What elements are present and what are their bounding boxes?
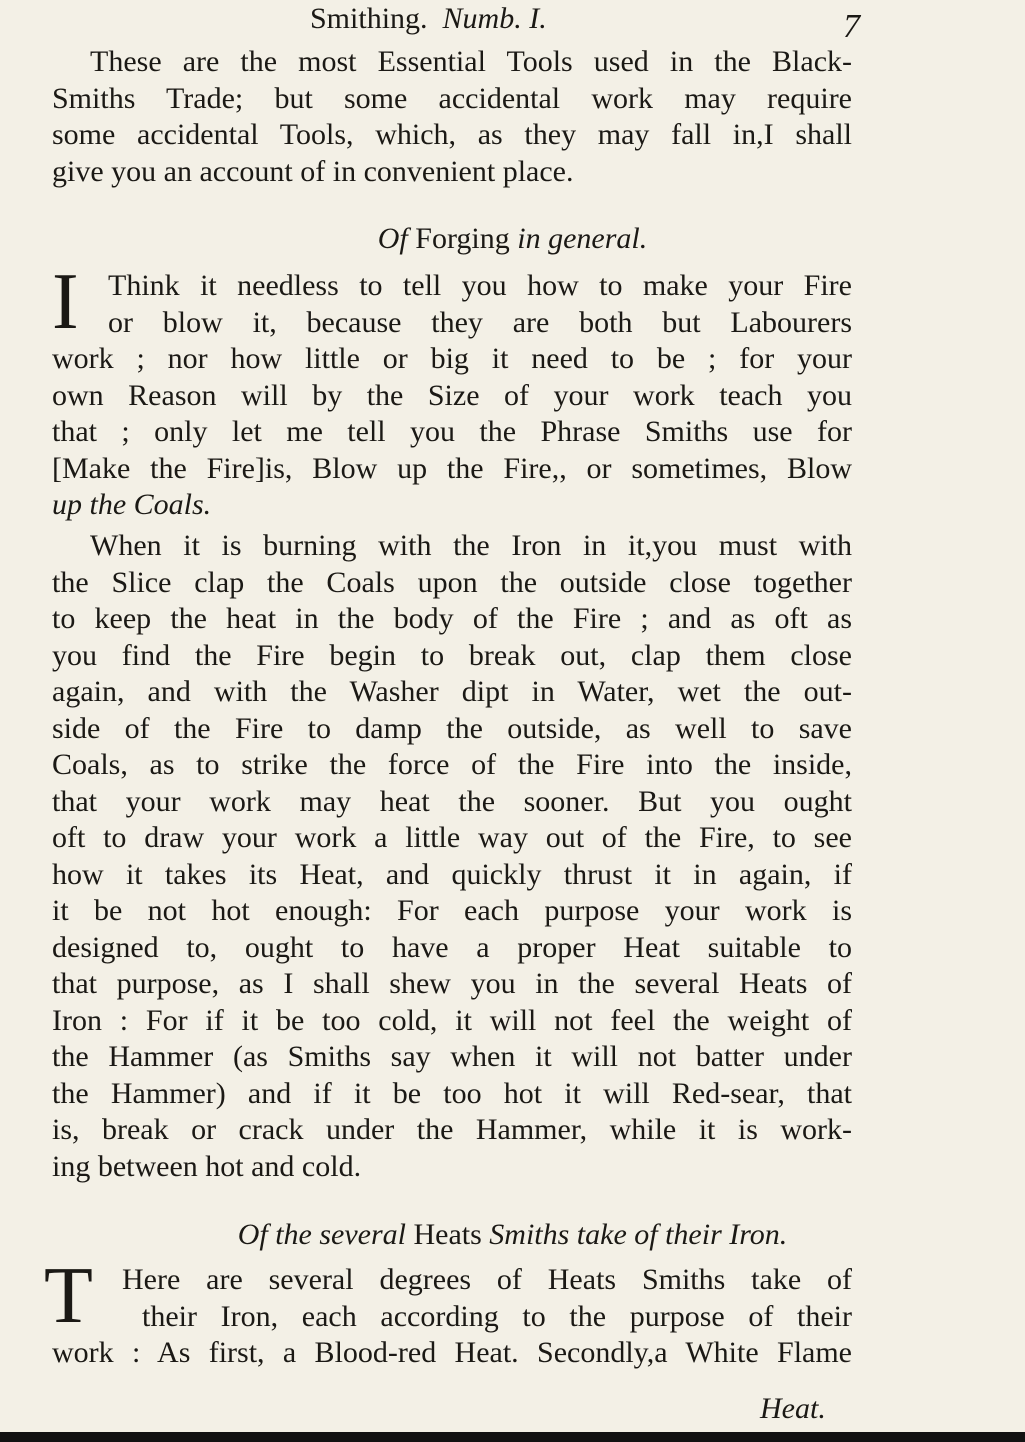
text-line: oft to draw your work a little way out of the Fire, to see — [52, 821, 852, 854]
text-line: to keep the heat in the body of the Fire ; and as oft as — [52, 602, 852, 635]
text-line: is, break or crack under the Hammer, while it is work- — [52, 1113, 852, 1146]
text-line: When it is burning with the Iron in it,you must with — [90, 529, 852, 562]
text-line: or blow it, because they are both but Labourers — [108, 305, 852, 339]
catchword: Heat. — [760, 1392, 826, 1425]
text-line: side of the Fire to damp the outside, as well to save — [52, 711, 852, 745]
text-line: their Iron, each according to the purpose of their — [142, 1299, 852, 1333]
text-line: Think it needless to tell you how to make your Fire — [108, 269, 852, 302]
section-heading-heats: Of the several Heats Smiths take of their Iron. — [237, 1218, 788, 1251]
text-line: own Reason will by the Size of your work teach you — [52, 378, 852, 412]
bottom-scan-edge — [0, 1432, 1025, 1442]
page-number: 7 — [843, 8, 860, 45]
heats-paragraph — [52, 1262, 852, 1372]
page-header — [300, 2, 860, 45]
text-line: the Slice clap the Coals upon the outside close together — [52, 565, 852, 599]
text-line: how it takes its Heat, and quickly thrust it in again, if — [52, 857, 852, 891]
text-line: work : As first, a Blood-red Heat. Secondly,a White Flame — [52, 1336, 852, 1369]
text-line: you find the Fire begin to break out, clap them close — [52, 638, 852, 672]
text-line: Coals, as to strike the force of the Fire into the inside, — [52, 748, 852, 781]
running-head — [310, 2, 547, 36]
text-line: Here are several degrees of Heats Smiths take of — [122, 1263, 852, 1296]
forging-paragraph-1 — [52, 268, 852, 524]
drop-cap-t: T — [44, 1252, 93, 1340]
drop-cap-i: I — [52, 258, 79, 346]
text-line: the Hammer) and if it be too hot it will Red-sear, that — [52, 1076, 852, 1110]
text-line: up the Coals. — [52, 488, 212, 521]
section-heading-forging: Of Forging in general. — [377, 222, 648, 255]
text-line: Iron : For if it be too cold, it will not feel the weight of — [52, 1003, 852, 1037]
text-line: ing between hot and cold. — [52, 1149, 362, 1183]
text-line: [Make the Fire]is, Blow up the Fire,, or sometimes, Blow — [52, 451, 852, 485]
text-line: the Hammer (as Smiths say when it will not batter under — [52, 1040, 852, 1073]
text-line: that your work may heat the sooner. But you ought — [52, 784, 852, 818]
running-title: Smithing. — [310, 2, 428, 35]
text-line: it be not hot enough: For each purpose your work is — [52, 894, 852, 927]
intro-paragraph — [52, 44, 852, 190]
text-line: some accidental Tools, which, as they may fall in,I shall — [52, 118, 852, 151]
running-number: Numb. I. — [442, 2, 547, 35]
text-line: that purpose, as I shall shew you in the several Heats of — [52, 967, 852, 1000]
text-line: again, and with the Washer dipt in Water, wet the out- — [52, 675, 852, 708]
text-line: work ; nor how little or big it need to be ; for your — [52, 342, 852, 375]
text-line: designed to, ought to have a proper Heat suitable to — [52, 930, 852, 964]
text-line: Smiths Trade; but some accidental work may require — [52, 81, 852, 115]
text-line: These are the most Essential Tools used in the Black- — [90, 45, 852, 78]
forging-paragraph-2 — [52, 528, 852, 1185]
text-line: that ; only let me tell you the Phrase Smiths use for — [52, 415, 852, 448]
text-line: give you an account of in convenient place. — [52, 154, 574, 188]
